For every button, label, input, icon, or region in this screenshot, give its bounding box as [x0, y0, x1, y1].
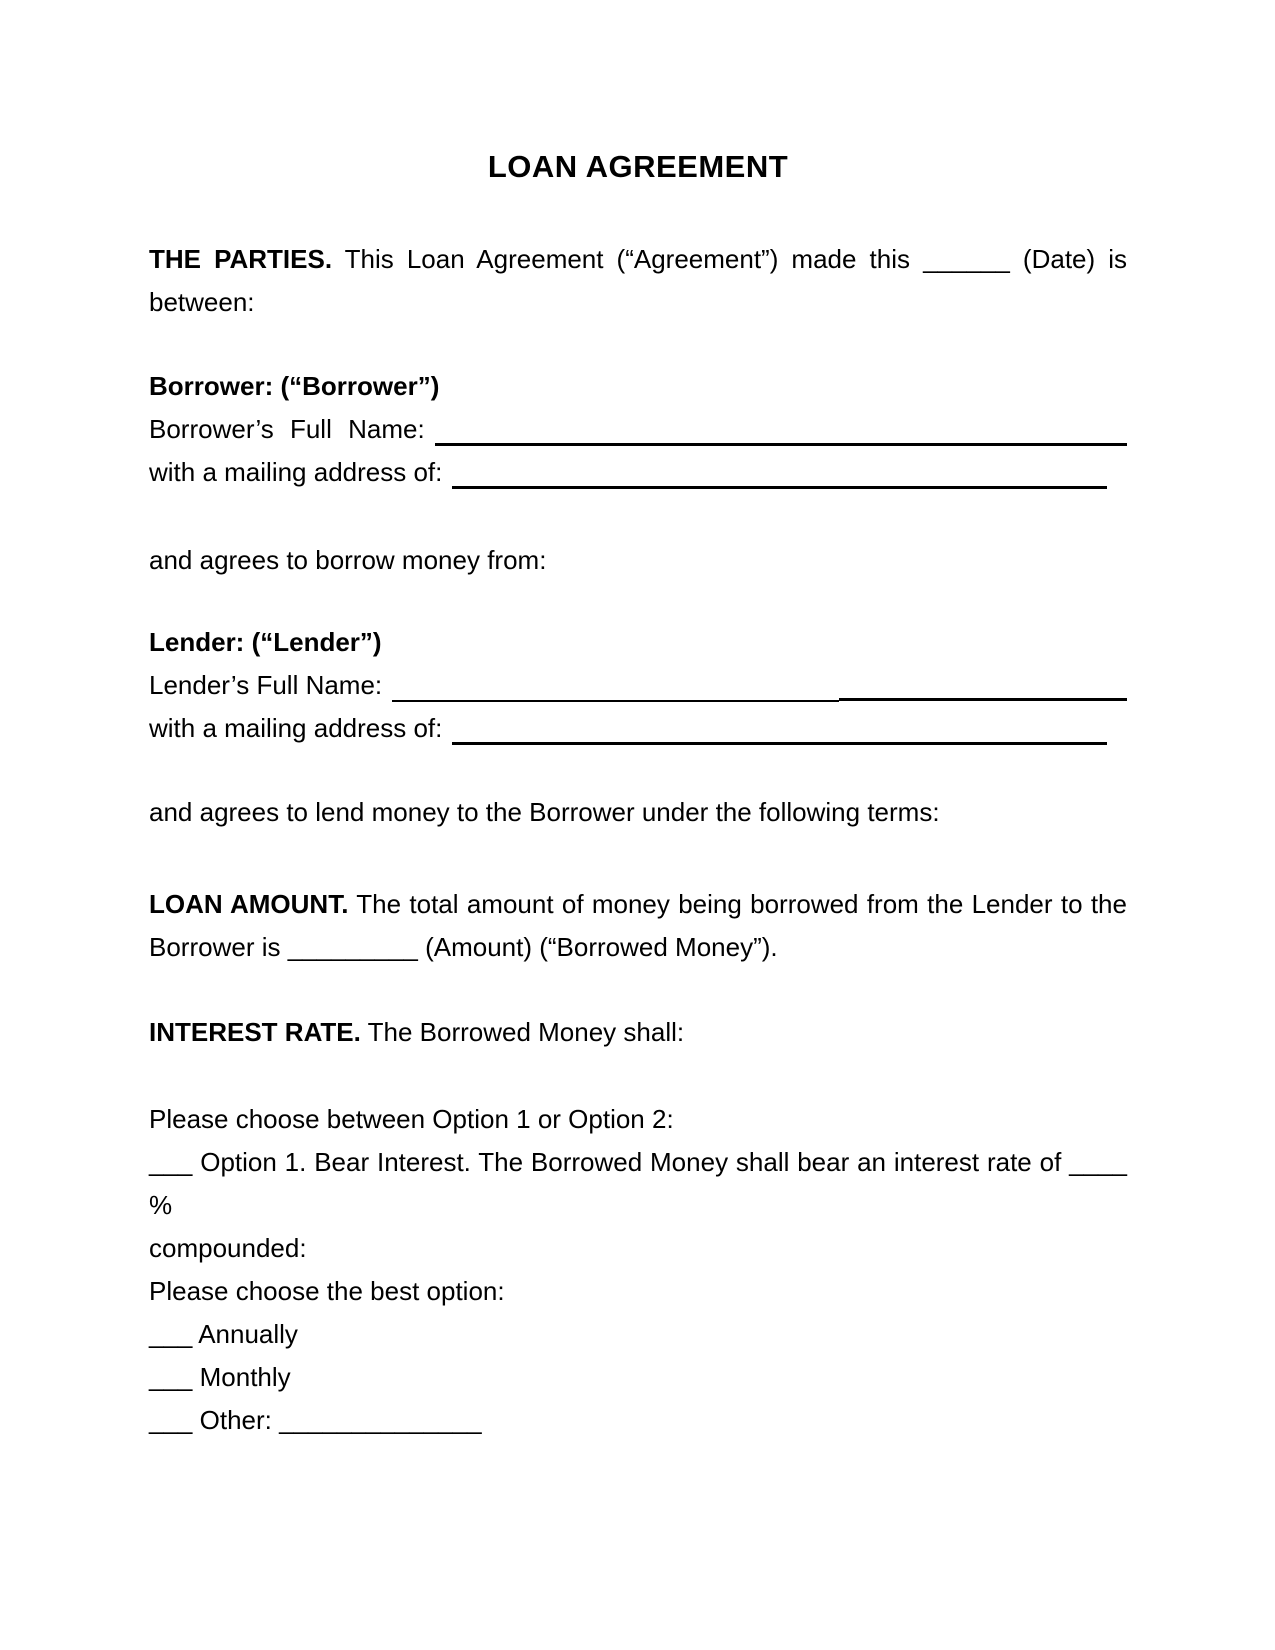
amount-blank: _________ — [287, 932, 418, 962]
lender-section — [149, 621, 1127, 750]
borrower-address-row — [149, 451, 1127, 494]
interest-rate-line — [149, 1011, 1127, 1054]
lender-address-label: with a mailing address of: — [149, 713, 443, 743]
interest-rate-blank: ____ — [1069, 1147, 1127, 1177]
lender-name-row — [149, 664, 1127, 707]
borrower-address-blank-line — [452, 451, 1107, 489]
best-option-prompt: Please choose the best option: — [149, 1276, 505, 1306]
lender-name-blank-line-1 — [392, 664, 839, 702]
options-group — [149, 1098, 1127, 1270]
option1-line1 — [149, 1141, 1127, 1227]
loan-amount-line2 — [149, 926, 1127, 969]
parties-line1-tail: (Date) is — [1022, 244, 1127, 274]
percent-sign: % — [149, 1190, 173, 1220]
loan-amount-paragraph — [149, 883, 1127, 969]
document-title: LOAN AGREEMENT — [487, 149, 789, 184]
borrower-heading: Borrower: (“Borrower”) — [149, 371, 440, 401]
parties-line1 — [149, 238, 1127, 281]
choice-other-check-blank: ___ — [149, 1405, 193, 1435]
option-prompt: Please choose between Option 1 or Option 2: — [149, 1104, 674, 1134]
lender-address-blank-line — [452, 707, 1107, 745]
loan-amount-line2-post: (Amount) (“Borrowed Money”). — [425, 932, 778, 962]
parties-line1-text: This Loan Agreement (“Agreement”) made this — [344, 244, 910, 274]
borrower-name-row — [149, 408, 1127, 451]
agrees-borrow-line: and agrees to borrow money from: — [149, 545, 547, 575]
choice-other-blank-line: ______________ — [279, 1405, 482, 1435]
interest-rate-heading: INTEREST RATE. — [149, 1017, 361, 1047]
lender-address-row — [149, 707, 1127, 750]
loan-amount-line1-text: The total amount of money being borrowed from the Lender to the — [356, 889, 1127, 919]
date-blank: ______ — [923, 244, 1010, 274]
borrower-address-label: with a mailing address of: — [149, 457, 443, 487]
choice-annually-check-blank: ___ — [149, 1319, 193, 1349]
loan-amount-line1 — [149, 883, 1127, 926]
option1-line2: compounded: — [149, 1233, 307, 1263]
agrees-lend-line: and agrees to lend money to the Borrower under the following terms: — [149, 797, 940, 827]
choice-other — [149, 1399, 1127, 1442]
borrower-name-label: Borrower’s Full Name: — [149, 414, 425, 444]
choice-monthly-check-blank: ___ — [149, 1362, 193, 1392]
borrower-name-blank-line — [435, 408, 1127, 446]
interest-rate-text: The Borrowed Money shall: — [367, 1017, 685, 1047]
choice-annually — [149, 1313, 1127, 1356]
parties-heading: THE PARTIES. — [149, 244, 333, 274]
choice-annually-label: Annually — [198, 1319, 298, 1349]
parties-paragraph — [149, 238, 1127, 324]
best-option-group — [149, 1270, 1127, 1442]
loan-amount-heading: LOAN AMOUNT. — [149, 889, 349, 919]
lender-heading: Lender: (“Lender”) — [149, 627, 382, 657]
borrower-section — [149, 365, 1127, 494]
lender-name-label: Lender’s Full Name: — [149, 670, 383, 700]
choice-other-label: Other: — [199, 1405, 272, 1435]
option1-check-blank: ___ — [149, 1147, 193, 1177]
parties-line2: between: — [149, 287, 255, 317]
choice-monthly — [149, 1356, 1127, 1399]
choice-monthly-label: Monthly — [199, 1362, 291, 1392]
loan-amount-line2-pre: Borrower is — [149, 932, 281, 962]
option1-text: Option 1. Bear Interest. The Borrowed Money shall bear an interest rate of — [200, 1147, 1062, 1177]
lender-name-blank-line-2 — [839, 664, 1127, 701]
